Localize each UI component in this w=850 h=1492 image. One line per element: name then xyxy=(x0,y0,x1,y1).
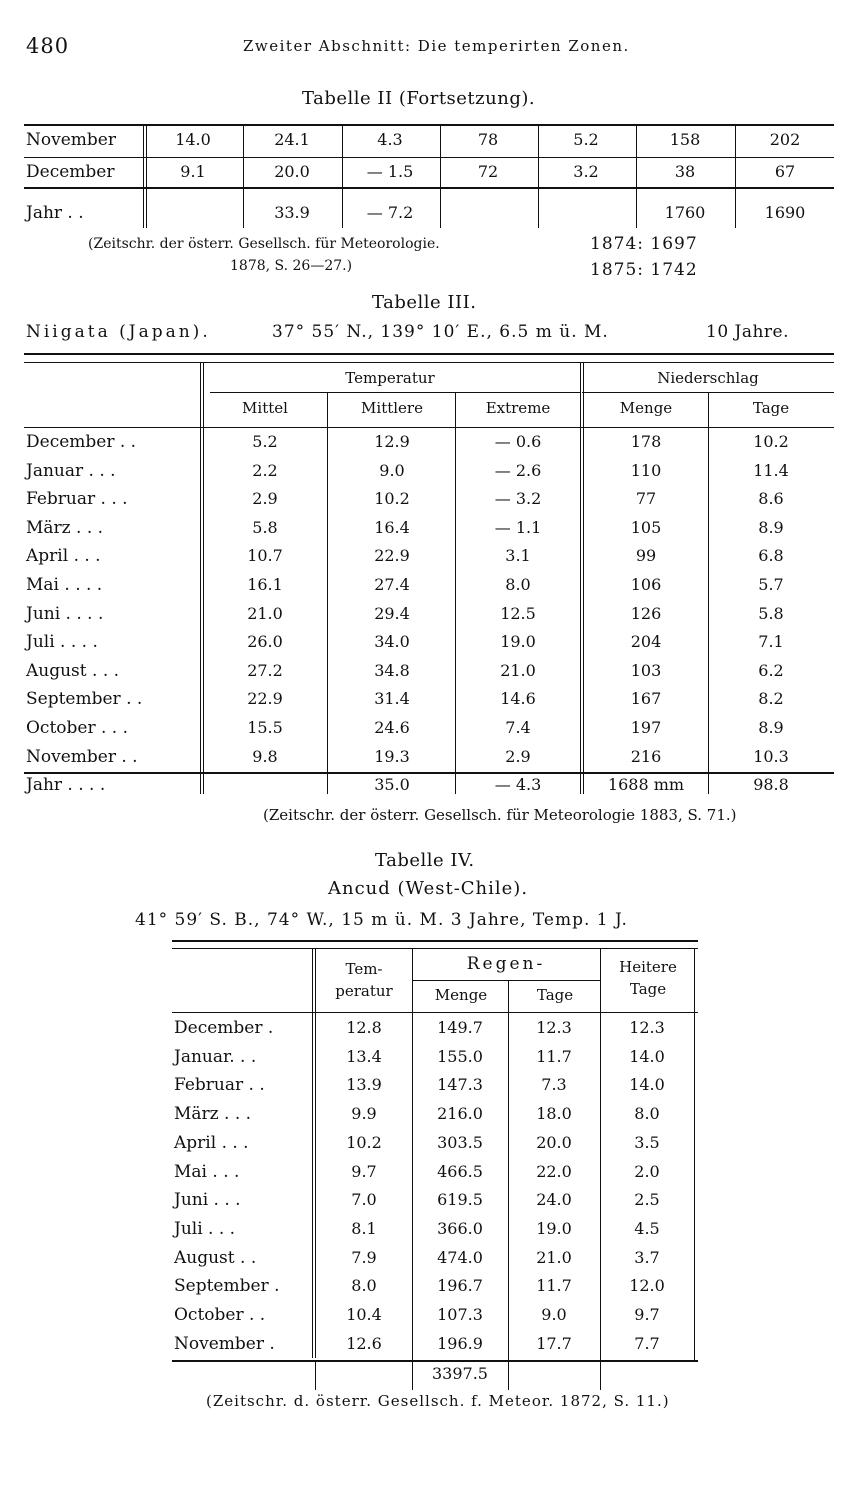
rule-vertical xyxy=(327,392,328,794)
table4-location: Ancud (West-Chile). xyxy=(328,878,529,899)
table4-hdr-heitere: Heitere xyxy=(619,958,677,976)
table3-cell: 9.0 xyxy=(379,460,405,480)
table2-cell: 4.3 xyxy=(377,130,403,149)
table3-cell: 8.6 xyxy=(758,489,784,509)
table3-row-label: December . . xyxy=(26,432,137,452)
table3-cell: 8.2 xyxy=(758,689,784,709)
table3-row-label: Januar . . . xyxy=(26,460,116,481)
table3-cell: 110 xyxy=(630,460,662,480)
table4-cell: 12.3 xyxy=(629,1018,665,1037)
table3-cell: 21.0 xyxy=(247,603,283,623)
table3-row-label: Juli . . . . xyxy=(26,632,98,653)
rule-horizontal xyxy=(172,1012,698,1013)
table3-cell: 5.2 xyxy=(252,432,278,451)
table4-cell: 12.3 xyxy=(536,1018,572,1037)
rule-horizontal xyxy=(24,427,834,428)
table3-cell: 11.4 xyxy=(753,460,789,480)
table3-cell: 21.0 xyxy=(500,660,536,680)
rule-vertical xyxy=(412,948,413,1360)
rule-vertical xyxy=(708,392,709,794)
table4-hdr-temp: Tem- xyxy=(345,960,383,978)
table4-cell: 147.3 xyxy=(437,1075,483,1095)
table4-cell: 22.0 xyxy=(536,1161,572,1181)
table3-cell: 22.9 xyxy=(247,689,283,709)
table4-cell: 24.0 xyxy=(536,1190,572,1210)
table4-cell: 366.0 xyxy=(437,1218,483,1238)
table3-cell: 178 xyxy=(630,432,662,451)
table3-cell: 5.8 xyxy=(252,517,278,537)
table4-row-label: August . . xyxy=(174,1247,257,1268)
table3-cell: 15.5 xyxy=(247,718,283,737)
table3-cell: 34.0 xyxy=(374,632,410,652)
table3-cell: 10.3 xyxy=(753,746,789,766)
table3-cell: 19.0 xyxy=(500,632,536,652)
table3-row-label: Juni . . . . xyxy=(26,603,104,624)
table2-cell: 1760 xyxy=(664,203,706,222)
table2-row-label: November xyxy=(26,130,116,150)
table4-hdr-menge: Menge xyxy=(434,986,488,1004)
table3-cell: — 2.6 xyxy=(494,460,542,480)
table2-cell: 3.2 xyxy=(573,162,599,181)
table4-cell: 8.0 xyxy=(634,1104,660,1124)
table3-cell: 6.2 xyxy=(758,660,784,680)
table3-cell: 1688 mm xyxy=(607,775,685,795)
table2-cell: 78 xyxy=(477,130,499,149)
table3-cell: 2.9 xyxy=(505,746,531,766)
table4-row-label: Februar . . xyxy=(174,1075,265,1096)
table3-cell: — 3.2 xyxy=(494,489,542,509)
table3-cell: 7.4 xyxy=(505,718,531,737)
table4-cell: 10.2 xyxy=(346,1132,382,1152)
table4-row-label: März . . . xyxy=(174,1104,252,1125)
table3-cell: — 0.6 xyxy=(494,432,542,451)
table4-row-label: Juli . . . xyxy=(174,1218,236,1239)
table4-cell: 12.6 xyxy=(346,1333,382,1353)
rule-vertical xyxy=(694,948,695,1360)
table2-cell: 158 xyxy=(669,130,701,149)
table4-cell: 13.4 xyxy=(346,1046,382,1066)
table3-cell: — 1.1 xyxy=(494,517,542,537)
rule-vertical xyxy=(600,1362,601,1390)
table2-row-label: Jahr . . xyxy=(26,203,84,223)
table3-cell: 31.4 xyxy=(374,689,410,709)
table2-cell: 33.9 xyxy=(274,203,310,222)
table2-extra-1874: 1874: 1697 xyxy=(590,234,698,254)
table2-extra-1875: 1875: 1742 xyxy=(590,260,698,280)
table2-row-label: December xyxy=(26,162,115,182)
table3-cell: 35.0 xyxy=(374,775,410,795)
rule-vertical xyxy=(315,948,316,1358)
page-number: 480 xyxy=(26,34,70,58)
rule-vertical xyxy=(200,362,201,794)
table4-hdr-temp: peratur xyxy=(335,982,393,1000)
table4-cell: 18.0 xyxy=(536,1104,572,1124)
table3-cell: 204 xyxy=(630,632,662,652)
table3-cell: 34.8 xyxy=(374,660,410,680)
table3-cell: 7.1 xyxy=(758,632,784,652)
table4-source: (Zeitschr. d. österr. Gesellsch. f. Meteor. 1872, S. 11.) xyxy=(206,1392,670,1410)
table3-row-label: Mai . . . . xyxy=(26,575,103,595)
table3-cell: 77 xyxy=(635,489,657,509)
table3-title: Tabelle III. xyxy=(372,292,477,313)
table4-cell: 12.0 xyxy=(629,1276,665,1296)
table2-cell: 20.0 xyxy=(274,162,310,181)
table4-hdr-tage: Tage xyxy=(536,986,574,1004)
table3-cell: 103 xyxy=(630,660,662,680)
table3-cell: 10.2 xyxy=(753,432,789,451)
table4-cell: 466.5 xyxy=(437,1161,483,1181)
table4-cell: 303.5 xyxy=(437,1132,483,1152)
table2-source-1: (Zeitschr. der österr. Gesellsch. für Meteorologie. xyxy=(88,236,440,252)
table3-cell: 10.7 xyxy=(247,546,283,566)
table3-cell: 5.8 xyxy=(758,603,784,623)
rule-horizontal xyxy=(172,940,698,942)
table4-cell: 155.0 xyxy=(437,1046,483,1066)
table3-cell: 126 xyxy=(630,603,662,623)
table3-col-header: Extreme xyxy=(485,399,551,417)
table4-cell: 4.5 xyxy=(634,1218,660,1238)
table4-cell: 619.5 xyxy=(437,1190,483,1210)
table2-cell: 1690 xyxy=(764,203,806,222)
table4-cell: 17.7 xyxy=(536,1333,572,1353)
table3-row-label: März . . . xyxy=(26,517,104,538)
table3-cell: 2.2 xyxy=(252,460,278,480)
table4-cell: 9.7 xyxy=(351,1161,377,1181)
table4-cell: 2.5 xyxy=(634,1190,660,1210)
table3-cell: 19.3 xyxy=(374,746,410,766)
table4-cell: 11.7 xyxy=(536,1276,572,1296)
table3-cell: 12.5 xyxy=(500,603,536,623)
table4-hdr-regen: Regen- xyxy=(466,954,546,974)
table4-hdr-heitere: Tage xyxy=(629,980,667,998)
table4-row-label: December . xyxy=(174,1018,274,1038)
table3-cell: 26.0 xyxy=(247,632,283,652)
table4-cell: 7.9 xyxy=(351,1247,377,1267)
table3-cell: 3.1 xyxy=(505,546,531,566)
table3-cell: 8.9 xyxy=(758,517,784,537)
table4-cell: 7.7 xyxy=(634,1333,660,1353)
table4-cell: 2.0 xyxy=(634,1161,660,1181)
table3-cell: 2.9 xyxy=(252,489,278,509)
rule-vertical xyxy=(583,362,584,794)
table4-cell: 8.1 xyxy=(351,1218,377,1238)
rule-vertical xyxy=(580,362,581,794)
table4-row-label: Mai . . . xyxy=(174,1161,240,1182)
table3-cell: 98.8 xyxy=(753,775,789,795)
rule-horizontal xyxy=(24,362,834,363)
table3-cell: 216 xyxy=(630,746,662,766)
table2-cell: 38 xyxy=(674,162,696,181)
table3-row-label: October . . . xyxy=(26,718,129,738)
table4-cell: 474.0 xyxy=(437,1247,483,1267)
table3-location: Niigata (Japan). xyxy=(26,322,211,342)
table3-cell: 29.4 xyxy=(374,603,410,623)
rule-vertical xyxy=(315,1362,316,1390)
table2-cell: 24.1 xyxy=(274,130,310,149)
table3-cell: 12.9 xyxy=(374,432,410,451)
table4-cell: 13.9 xyxy=(346,1075,382,1095)
table3-cell: 27.2 xyxy=(247,660,283,680)
table2-cell: 14.0 xyxy=(175,130,211,149)
table2-cell: 5.2 xyxy=(573,130,599,149)
table2-title: Tabelle II (Fortsetzung). xyxy=(302,88,536,109)
table3-group-temp: Temperatur xyxy=(345,369,435,387)
table3-row-label: Jahr . . . . xyxy=(26,775,106,796)
table3-group-precip: Niederschlag xyxy=(657,369,759,387)
table3-cell: 14.6 xyxy=(500,689,536,709)
rule-vertical xyxy=(600,948,601,1360)
table3-col-header: Tage xyxy=(752,399,790,417)
table3-cell: 5.7 xyxy=(758,575,784,594)
running-head: Zweiter Abschnitt: Die temperirten Zonen. xyxy=(243,37,630,55)
table4-row-label: October . . xyxy=(174,1305,266,1325)
table3-row-label: April . . . xyxy=(26,546,101,567)
table4-cell: 10.4 xyxy=(346,1305,382,1324)
table3-cell: 8.0 xyxy=(505,575,531,594)
table3-cell: 8.9 xyxy=(758,718,784,737)
rule-vertical xyxy=(203,362,204,794)
table3-cell: 167 xyxy=(630,689,662,709)
table4-coords: 41° 59′ S. B., 74° W., 15 m ü. M. 3 Jahre, Temp. 1 J. xyxy=(135,910,628,930)
table4-cell: 14.0 xyxy=(629,1046,665,1066)
table4-cell: 149.7 xyxy=(437,1018,483,1037)
table4-row-label: November . xyxy=(174,1333,275,1354)
table2-source-2: 1878, S. 26—27.) xyxy=(230,258,353,274)
table3-col-header: Menge xyxy=(619,399,673,417)
table4-row-label: Juni . . . xyxy=(174,1190,241,1211)
rule-horizontal xyxy=(24,772,834,774)
table4-cell: 21.0 xyxy=(536,1247,572,1267)
table4-cell: 9.9 xyxy=(351,1104,377,1124)
table4-cell: 196.7 xyxy=(437,1276,483,1296)
table4-cell: 8.0 xyxy=(351,1276,377,1296)
table3-cell: 16.1 xyxy=(247,575,283,594)
table3-coords: 37° 55′ N., 139° 10′ E., 6.5 m ü. M. xyxy=(272,322,609,342)
table4-total: 3397.5 xyxy=(432,1364,488,1383)
table4-cell: 12.8 xyxy=(346,1018,382,1037)
table3-row-label: November . . xyxy=(26,746,138,767)
rule-horizontal xyxy=(210,392,580,393)
table4-cell: 9.7 xyxy=(634,1305,660,1324)
table4-cell: 7.0 xyxy=(351,1190,377,1210)
table3-cell: 6.8 xyxy=(758,546,784,566)
table3-row-label: Februar . . . xyxy=(26,489,128,510)
table4-cell: 7.3 xyxy=(541,1075,567,1095)
table3-cell: — 4.3 xyxy=(494,775,542,795)
table4-cell: 196.9 xyxy=(437,1333,483,1353)
table3-row-label: August . . . xyxy=(26,660,120,681)
table4-cell: 3.5 xyxy=(634,1132,660,1152)
table4-cell: 9.0 xyxy=(541,1305,567,1324)
table3-row-label: September . . xyxy=(26,689,143,710)
table2-cell: 202 xyxy=(769,130,801,149)
table4-cell: 20.0 xyxy=(536,1132,572,1152)
table3-cell: 9.8 xyxy=(252,746,278,766)
table2-cell: — 1.5 xyxy=(366,162,414,181)
table3-cell: 22.9 xyxy=(374,546,410,566)
rule-horizontal xyxy=(172,1360,698,1362)
table3-cell: 16.4 xyxy=(374,517,410,537)
rule-horizontal xyxy=(412,980,600,981)
table3-cell: 197 xyxy=(630,718,662,737)
table2-cell: — 7.2 xyxy=(366,203,414,222)
table3-cell: 27.4 xyxy=(374,575,410,594)
table4-cell: 107.3 xyxy=(437,1305,483,1324)
table4-row-label: April . . . xyxy=(174,1132,249,1153)
table3-cell: 105 xyxy=(630,517,662,537)
table4-row-label: September . xyxy=(174,1276,280,1297)
table2-cell: 72 xyxy=(477,162,499,181)
table4-cell: 216.0 xyxy=(437,1104,483,1124)
rule-horizontal xyxy=(172,948,698,949)
table3-col-header: Mittel xyxy=(242,399,288,417)
table4-cell: 14.0 xyxy=(629,1075,665,1095)
table3-source: (Zeitschr. der österr. Gesellsch. für Meteorologie 1883, S. 71.) xyxy=(263,806,737,824)
table2-cell: 67 xyxy=(774,162,796,181)
table4-row-label: Januar. . . xyxy=(174,1046,257,1067)
table3-cell: 106 xyxy=(630,575,662,594)
table3-cell: 99 xyxy=(635,546,657,566)
rule-horizontal xyxy=(24,353,834,355)
table4-title: Tabelle IV. xyxy=(375,850,475,871)
rule-vertical xyxy=(508,1362,509,1390)
table4-cell: 3.7 xyxy=(634,1247,660,1267)
table4-cell: 19.0 xyxy=(536,1218,572,1238)
table3-cell: 24.6 xyxy=(374,718,410,737)
table4-cell: 11.7 xyxy=(536,1046,572,1066)
rule-vertical xyxy=(412,1362,413,1390)
table3-col-header: Mittlere xyxy=(361,399,423,417)
rule-vertical xyxy=(312,948,313,1358)
table2-cell: 9.1 xyxy=(180,162,206,181)
table3-cell: 10.2 xyxy=(374,489,410,509)
rule-vertical xyxy=(455,392,456,794)
table3-years: 10 Jahre. xyxy=(706,322,790,342)
